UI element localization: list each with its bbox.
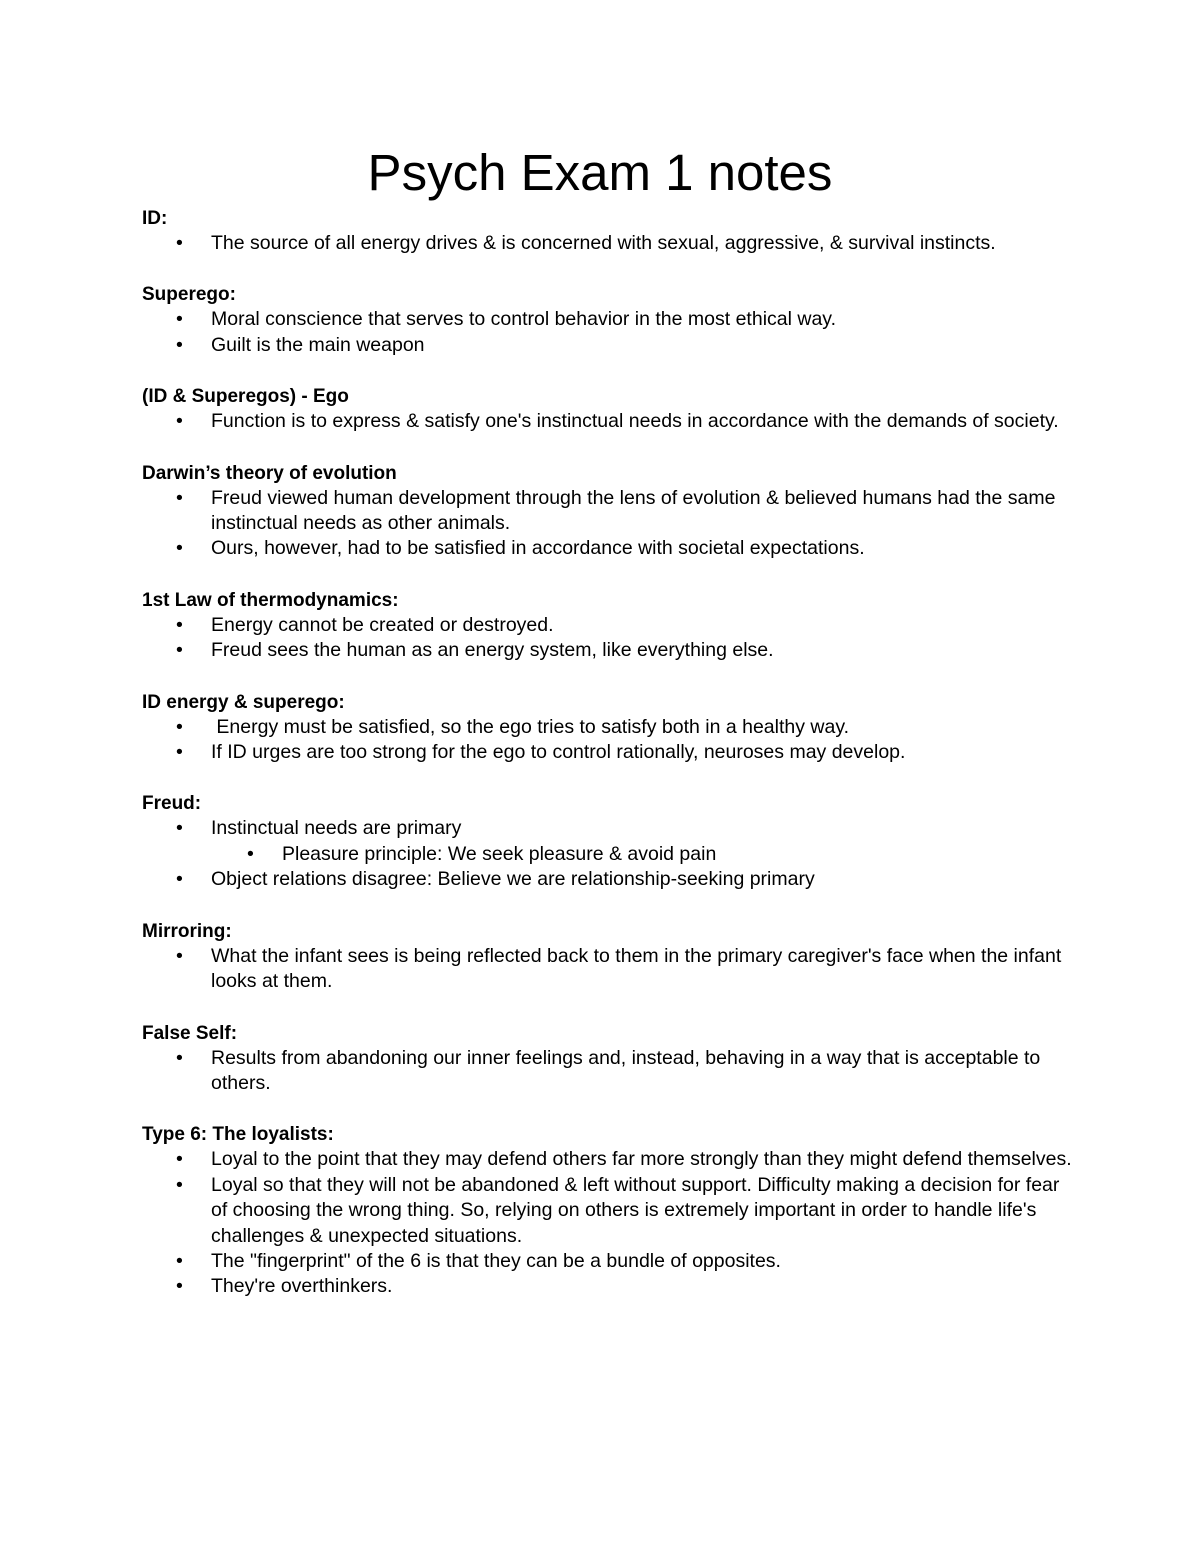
bullet-icon: • [176, 1173, 183, 1196]
list-item-text: The source of all energy drives & is concerned with sexual, aggressive, & survival instincts. [211, 232, 996, 254]
list-item [142, 409, 1072, 434]
section-heading: 1st Law of thermodynamics: [142, 589, 399, 611]
list-item-text: Energy must be satisfied, so the ego tries to satisfy both in a healthy way. [211, 715, 850, 738]
bullet-list [142, 486, 1072, 562]
section-heading: (ID & Superegos) - Ego [142, 386, 349, 408]
section-heading: Mirroring: [142, 920, 232, 942]
list-item [142, 613, 1072, 638]
list-item [142, 816, 1072, 841]
list-item-text: Instinctual needs are primary [211, 817, 462, 840]
section-superego [142, 282, 1072, 358]
list-item-text: Object relations disagree: Believe we are relationship-seeking primary [211, 868, 815, 891]
bullet-icon: • [176, 232, 183, 254]
section-false-self [142, 1021, 1072, 1097]
list-item-text: The "fingerprint" of the 6 is that they can be a bundle of opposites. [211, 1249, 781, 1272]
list-item [142, 740, 1072, 765]
bullet-icon: • [176, 715, 183, 738]
bullet-list [142, 613, 1072, 664]
bullet-list [142, 1046, 1072, 1097]
bullet-list [142, 231, 1072, 256]
list-item [142, 231, 1072, 256]
bullet-icon: • [176, 1249, 183, 1272]
section-heading: ID: [142, 208, 168, 229]
bullet-icon: • [176, 944, 183, 967]
section-heading: Freud: [142, 793, 202, 815]
list-item-text: Loyal so that they will not be abandoned & left without support. Difficulty making a decision for fear of choosing the wrong thing. So, relying on others is extremely important in order to handle life's challenges & unexpected situations. [211, 1173, 1060, 1247]
bullet-list [142, 816, 1072, 892]
list-item [142, 307, 1072, 332]
bullet-icon: • [247, 842, 254, 865]
list-item-text: Loyal to the point that they may defend others far more strongly than they might defend themselves. [211, 1148, 1072, 1171]
bullet-list [142, 715, 1072, 766]
section-id [142, 206, 1072, 256]
list-item-text: Freud sees the human as an energy system, like everything else. [211, 639, 774, 662]
section-freud [142, 791, 1072, 892]
bullet-icon: • [176, 537, 183, 560]
section-heading: Darwin’s theory of evolution [142, 462, 397, 484]
section-type-6 [142, 1122, 1072, 1299]
section-heading: Type 6: The loyalists: [142, 1124, 334, 1146]
section-heading: Superego: [142, 284, 236, 306]
bullet-icon: • [176, 308, 183, 331]
section-heading: ID energy & superego: [142, 691, 345, 713]
list-item-text: Moral conscience that serves to control behavior in the most ethical way. [211, 308, 837, 331]
bullet-list [142, 1147, 1072, 1299]
list-item-text: What the infant sees is being reflected back to them in the primary caregiver's face when the infant looks at them. [211, 944, 1062, 993]
list-item [142, 536, 1072, 561]
section-darwin [142, 461, 1072, 562]
bullet-icon: • [176, 868, 183, 891]
list-item-text: Pleasure principle: We seek pleasure & avoid pain [282, 842, 717, 865]
list-item [142, 944, 1072, 995]
section-heading: False Self: [142, 1022, 238, 1044]
list-item-text: They're overthinkers. [211, 1275, 393, 1298]
bullet-icon: • [176, 817, 183, 840]
list-item [142, 333, 1072, 358]
document-page [142, 140, 1072, 1300]
bullet-icon: • [176, 410, 183, 433]
bullet-list [142, 307, 1072, 358]
list-item [142, 638, 1072, 663]
bullet-icon: • [176, 333, 183, 356]
list-item [142, 1173, 1072, 1249]
list-item [142, 1274, 1072, 1299]
page-title: Psych Exam 1 notes [367, 144, 833, 201]
section-thermodynamics [142, 588, 1072, 664]
list-item [142, 715, 1072, 740]
list-item-text: Energy cannot be created or destroyed. [211, 613, 554, 636]
list-item-text: Results from abandoning our inner feelings and, instead, behaving in a way that is acceptable to others. [211, 1046, 1041, 1094]
bullet-icon: • [176, 741, 183, 764]
list-item [142, 1046, 1072, 1097]
section-mirroring [142, 919, 1072, 995]
list-item-text: Ours, however, had to be satisfied in accordance with societal expectations. [211, 537, 865, 560]
sub-list-item [142, 842, 1072, 867]
bullet-list [142, 944, 1072, 995]
bullet-icon: • [176, 639, 183, 662]
list-item [142, 1249, 1072, 1274]
list-item-text: Guilt is the main weapon [211, 333, 425, 356]
list-item [142, 867, 1072, 892]
list-item [142, 1147, 1072, 1172]
list-item-text: Function is to express & satisfy one's instinctual needs in accordance with the demands of society. [211, 410, 1059, 433]
section-id-energy [142, 690, 1072, 766]
bullet-icon: • [176, 1046, 183, 1069]
bullet-list [142, 409, 1072, 434]
bullet-icon: • [176, 1275, 183, 1298]
list-item-text: If ID urges are too strong for the ego to control rationally, neuroses may develop. [211, 741, 906, 764]
bullet-icon: • [176, 1148, 183, 1171]
bullet-icon: • [176, 486, 183, 509]
section-ego [142, 384, 1072, 434]
list-item-text: Freud viewed human development through the lens of evolution & believed humans had the same instinctual needs as other animals. [211, 486, 1056, 535]
bullet-icon: • [176, 613, 183, 636]
list-item [142, 486, 1072, 537]
